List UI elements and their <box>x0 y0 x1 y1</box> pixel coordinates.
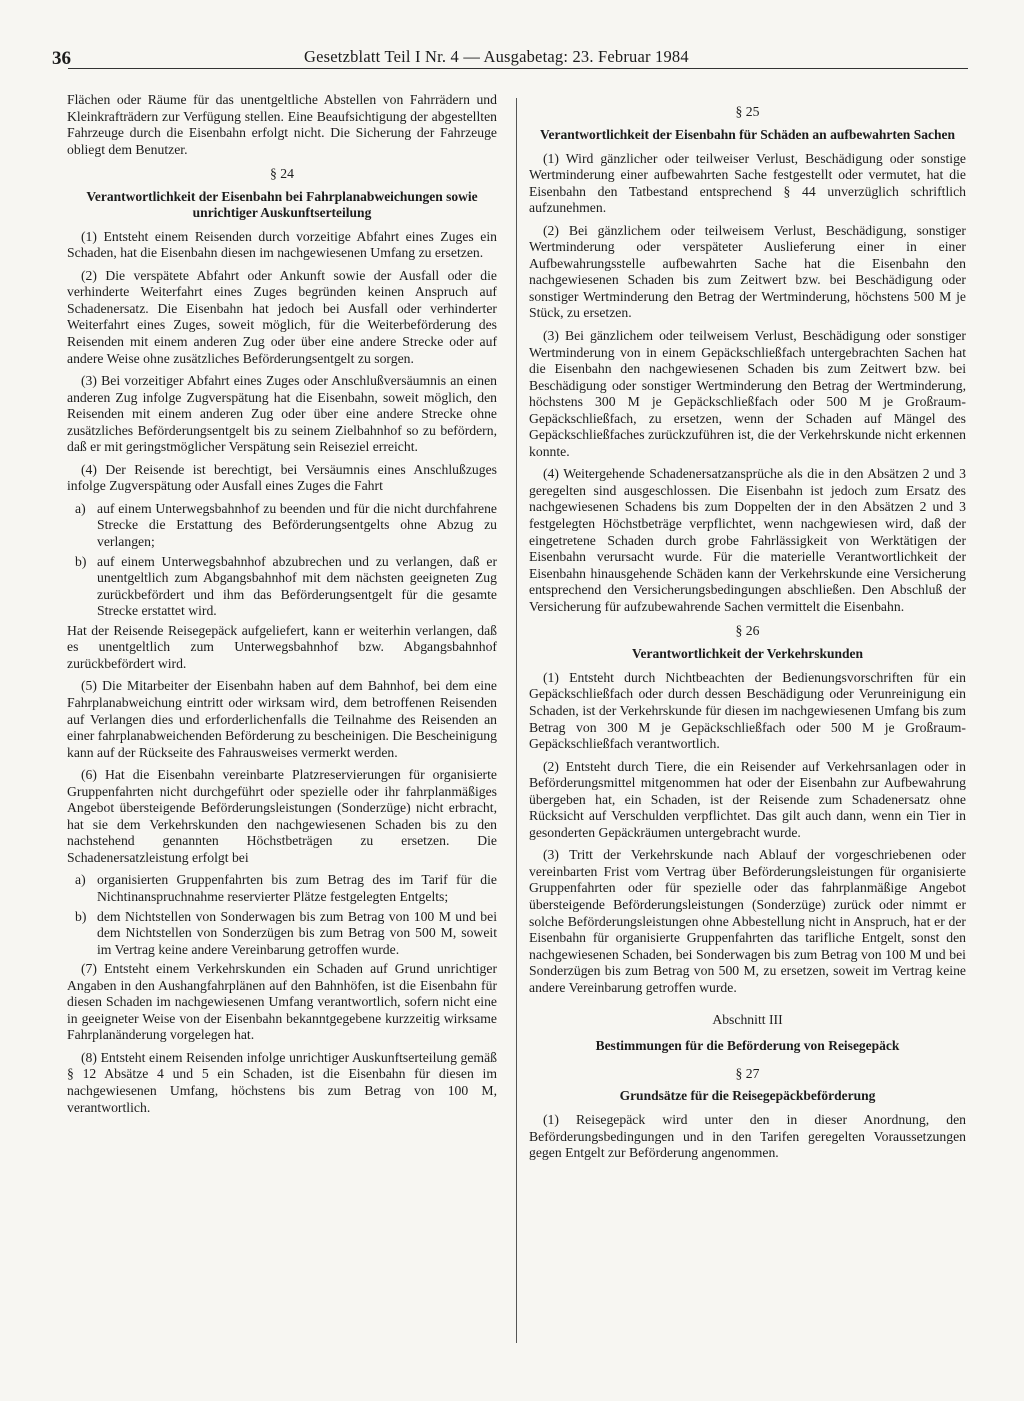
section-number: § 26 <box>735 623 760 639</box>
paragraph: (1) Entsteht durch Nichtbeachten der Bedienungsvorschriften für ein Gepäckschließfach oder durch dessen Beschädigung oder Verunreinigung ein Schaden, ist der Verkehrskunde für diesen im nachgewiesenen Umfang bis zum Betrag von 300 M je Gepäckschließfach oder 500 M je Großraum-Gepäckschließfach verantwortlich. <box>529 669 966 752</box>
paragraph: (2) Die verspätete Abfahrt oder Ankunft sowie der Ausfall oder die verhinderte Weiterfahrt eines Zuges begründen keinen Anspruch auf Schadenersatz. Die Eisenbahn hat jedoch bei Ausfall oder verhinderter Weiterfahrt eines Zuges, soweit möglich, für die Weiterbeförderung des Reisenden mit einem anderen Zug oder über eine andere Strecke oder auf andere Weise ohne zusätzliches Beförderungsentgelt zu sorgen. <box>67 267 497 366</box>
paragraph: (2) Bei gänzlichem oder teilweisem Verlust, Beschädigung, sonstiger Wertminderung oder verspäteter Auslieferung einer in einer Aufbewahrungsstelle aufbewahrten Sache hat die Eisenbahn den nachgewiesenen Schaden bis zum Zeitwert bzw. bei Beschädigung oder sonstiger Wertminderung den Betrag der Wertminderung, höchstens 500 M je Stück, zu ersetzen. <box>529 222 966 321</box>
paragraph: (1) Entsteht einem Reisenden durch vorzeitige Abfahrt eines Zuges ein Schaden, hat die Eisenbahn diesen im nachgewiesenen Umfang zu ersetzen. <box>67 228 497 261</box>
list-item-text: auf einem Unterwegsbahnhof abzubrechen und zu verlangen, daß er unentgeltlich zum Abgangsbahnhof mit dem nächsten geeigneten Zug zurückbefördert und ihm das Beförderungsentgelt für die gesamte Strecke erstattet wird. <box>97 553 497 619</box>
list-item-text: dem Nichtstellen von Sonderwagen bis zum Betrag von 100 M und bei dem Nichtstellen von Sonderzügen bis zum Betrag von 500 M, soweit im Vertrag keine andere Vereinbarung getroffen wurde. <box>97 908 497 957</box>
paragraph: (8) Entsteht einem Reisenden infolge unrichtiger Auskunftserteilung gemäß § 12 Absätze 4 und 5 ein Schaden, ist die Eisenbahn für diesen im nachgewiesenen Umfang, höchstens bis zum Betrag von 100 M, verantwortlich. <box>67 1049 497 1115</box>
part-label: Abschnitt III <box>712 1012 783 1028</box>
list-item-label: b) <box>75 908 87 924</box>
list-item-text: organisierten Gruppenfahrten bis zum Betrag des im Tarif für die Nichtinanspruchnahme reservierter Plätze festgelegten Entgelts; <box>97 872 497 904</box>
paragraph: (1) Wird gänzlicher oder teilweiser Verlust, Beschädigung oder sonstige Wertminderung einer aufbewahrten Sache festgestellt oder vermutet, hat die Eisenbahn den Tatbestand entsprechend § 44 unverzüglich schriftlich aufzunehmen. <box>529 150 966 216</box>
paragraph: Hat der Reisende Reisegepäck aufgeliefert, kann er weiterhin verlangen, daß es unentgeltlich zum Unterwegsbahnhof bzw. Abgangsbahnhof zurückbefördert wird. <box>67 622 497 671</box>
left-column <box>67 92 497 1122</box>
paragraph: (3) Bei gänzlichem oder teilweisem Verlust, Beschädigung oder sonstiger Wertminderung von in einem Gepäckschließfach untergebrachten Sachen hat die Eisenbahn den nachgewiesenen Schaden bis zum Zeitwert bzw. bei Beschädigung oder sonstiger Wertminderung den Betrag der Wertminderung, höchstens 300 M je Gepäckschließfach oder 500 M je Großraum-Gepäckschließfach, zu ersetzen, wenn der Schaden auf Mängel des Gepäckschließfaches zurückzuführen ist, die der Verkehrskunde nicht erkennen konnte. <box>529 328 966 459</box>
section-number: § 24 <box>270 166 294 182</box>
paragraph: (4) Weitergehende Schadenersatzansprüche als die in den Absätzen 2 und 3 geregelten sind ausgeschlossen. Die Eisenbahn ist jedoch zum Ersatz des nachgewiesenen Schadens bis zum Doppelten der in den Absätzen 2 und 3 festgelegten Höchstbeträge verpflichtet, wenn nachgewiesen wird, daß der eingetretene Schaden durch grobe Fahrlässigkeit von Werktätigen der Eisenbahn verursacht wurde. Für die materielle Verantwortlichkeit der Eisenbahn hinausgehende Schäden kann der Verkehrskunde eine Versicherung entsprechend den Versicherungsbedingungen abschließen. Den Abschluß der Versicherung für aufzubewahrende Sachen vermittelt die Eisenbahn. <box>529 466 966 614</box>
paragraph: Flächen oder Räume für das unentgeltliche Abstellen von Fahrrädern und Kleinkrafträdern zur Verfügung stellen. Eine Beaufsichtigung der abgestellten Fahrzeuge durch die Eisenbahn erfolgt nicht. Die Sicherung der Fahrzeuge obliegt dem Benutzer. <box>67 92 497 157</box>
list-item-label: a) <box>75 500 86 516</box>
part-title: Bestimmungen für die Beförderung von Reisegepäck <box>595 1037 900 1053</box>
list-item-label: b) <box>75 553 87 569</box>
list-item <box>75 554 497 620</box>
running-head: Gesetzblatt Teil I Nr. 4 — Ausgabetag: 23. Februar 1984 <box>304 47 689 66</box>
section-number: § 27 <box>735 1065 760 1081</box>
paragraph: (6) Hat die Eisenbahn vereinbarte Platzreservierungen für organisierte Gruppenfahrten nicht durchgeführt oder spezielle oder ihr fahrplanmäßiges Angebot übersteigende Beförderungsleistungen (Sonderzüge) nicht erbracht, hat sie dem Verkehrskunden den nachgewiesenen Schaden bis zu den nachstehend genannten Höchstbeträgen zu ersetzen. Die Schadenersatzleistung erfolgt bei <box>67 767 497 865</box>
page-number: 36 <box>52 48 71 69</box>
column-divider <box>516 98 517 1343</box>
list-item-label: a) <box>75 872 86 888</box>
list-item-text: auf einem Unterwegsbahnhof zu beenden und für die nicht durchfahrene Strecke die Erstattung des Beförderungsentgelts ohne Abzug zu verlangen; <box>97 500 497 550</box>
paragraph: (4) Der Reisende ist berechtigt, bei Versäumnis eines Anschlußzuges infolge Zugverspätung oder Ausfall eines Zuges die Fahrt <box>67 461 497 494</box>
section-title: Verantwortlichkeit der Eisenbahn für Schäden an aufbewahrten Sachen <box>540 126 955 142</box>
paragraph: (3) Bei vorzeitiger Abfahrt eines Zuges oder Anschlußversäumnis an einen anderen Zug infolge Zugverspätung hat die Eisenbahn, soweit möglich, den Reisenden mit einem anderen Zug oder über eine andere Strecke ohne zusätzliches Beförderungsentgelt bis zu seinem Zielbahnhof so zu befördern, daß er mit geringstmöglicher Verspätung sein Reiseziel erreicht. <box>67 373 497 455</box>
section-title: Grundsätze für die Reisegepäckbeförderung <box>619 1088 876 1104</box>
paragraph: (5) Die Mitarbeiter der Eisenbahn haben auf dem Bahnhof, bei dem eine Fahrplanabweichung eintritt oder wirksam wird, dem betroffenen Reisenden auf Verlangen dies und erforderlichenfalls die Teilnahme des Reisenden an einer fahrplanabweichenden Beförderung zu bescheinigen. Die Bescheinigung kann auf der Rückseite des Fahrausweises vermerkt werden. <box>67 678 497 760</box>
section-title: Verantwortlichkeit der Eisenbahn bei Fahrplanabweichungen sowie unrichtiger Auskunftserteilung <box>86 188 478 220</box>
section-number: § 25 <box>735 104 760 119</box>
header-rule <box>68 68 968 69</box>
list-item <box>75 872 497 905</box>
right-column <box>529 92 966 1168</box>
paragraph: (7) Entsteht einem Verkehrskunden ein Schaden auf Grund unrichtiger Angaben in den Aushangfahrplänen auf den Bahnhöfen, ist die Eisenbahn für diesen Schaden im nachgewiesenen Umfang verantwortlich, sofern nicht eine in geeigneter Weise von der Eisenbahn bekanntgegebene kurzzeitig wirksame Fahrplanänderung vorgelegen hat. <box>67 961 497 1043</box>
paragraph: (3) Tritt der Verkehrskunde nach Ablauf der vorgeschriebenen oder vereinbarten Frist vom Vertrag über Beförderungsleistungen für organisierte Gruppenfahrten oder für spezielle oder das fahrplanmäßige Angebot übersteigende Beförderungsleistungen (Sonderzüge) zurück oder nimmt er solche Beförderungsleistungen ohne Abbestellung nicht in Anspruch, hat er der Eisenbahn für organisierte Gruppenfahrten das tarifliche Entgelt, sonst den nachgewiesenen Schaden, bei Sonderwagen bis zum Betrag von 100 M und bei Sonderzügen bis zum Betrag von 500 M, zu ersetzen, soweit im Vertrag keine andere Vereinbarung getroffen wurde. <box>529 847 966 995</box>
list-item <box>75 909 497 959</box>
section-title: Verantwortlichkeit der Verkehrskunden <box>631 645 864 661</box>
paragraph: (1) Reisegepäck wird unter den in dieser Anordnung, den Beförderungsbedingungen und in den Tarifen geregelten Voraussetzungen gegen Entgelt zur Beförderung angenommen. <box>529 1112 966 1161</box>
paragraph: (2) Entsteht durch Tiere, die ein Reisender auf Verkehrsanlagen oder in Beförderungsmittel mitgenommen hat oder der Eisenbahn zur Aufbewahrung übergeben hat, ein Schaden, ist der Reisende zum Schadenersatz ohne Rücksicht auf Verschulden verpflichtet. Das gilt auch dann, wenn ein Tier in gesonderten Gepäckräumen untergebracht wurde. <box>529 758 966 840</box>
list-item <box>75 501 497 551</box>
